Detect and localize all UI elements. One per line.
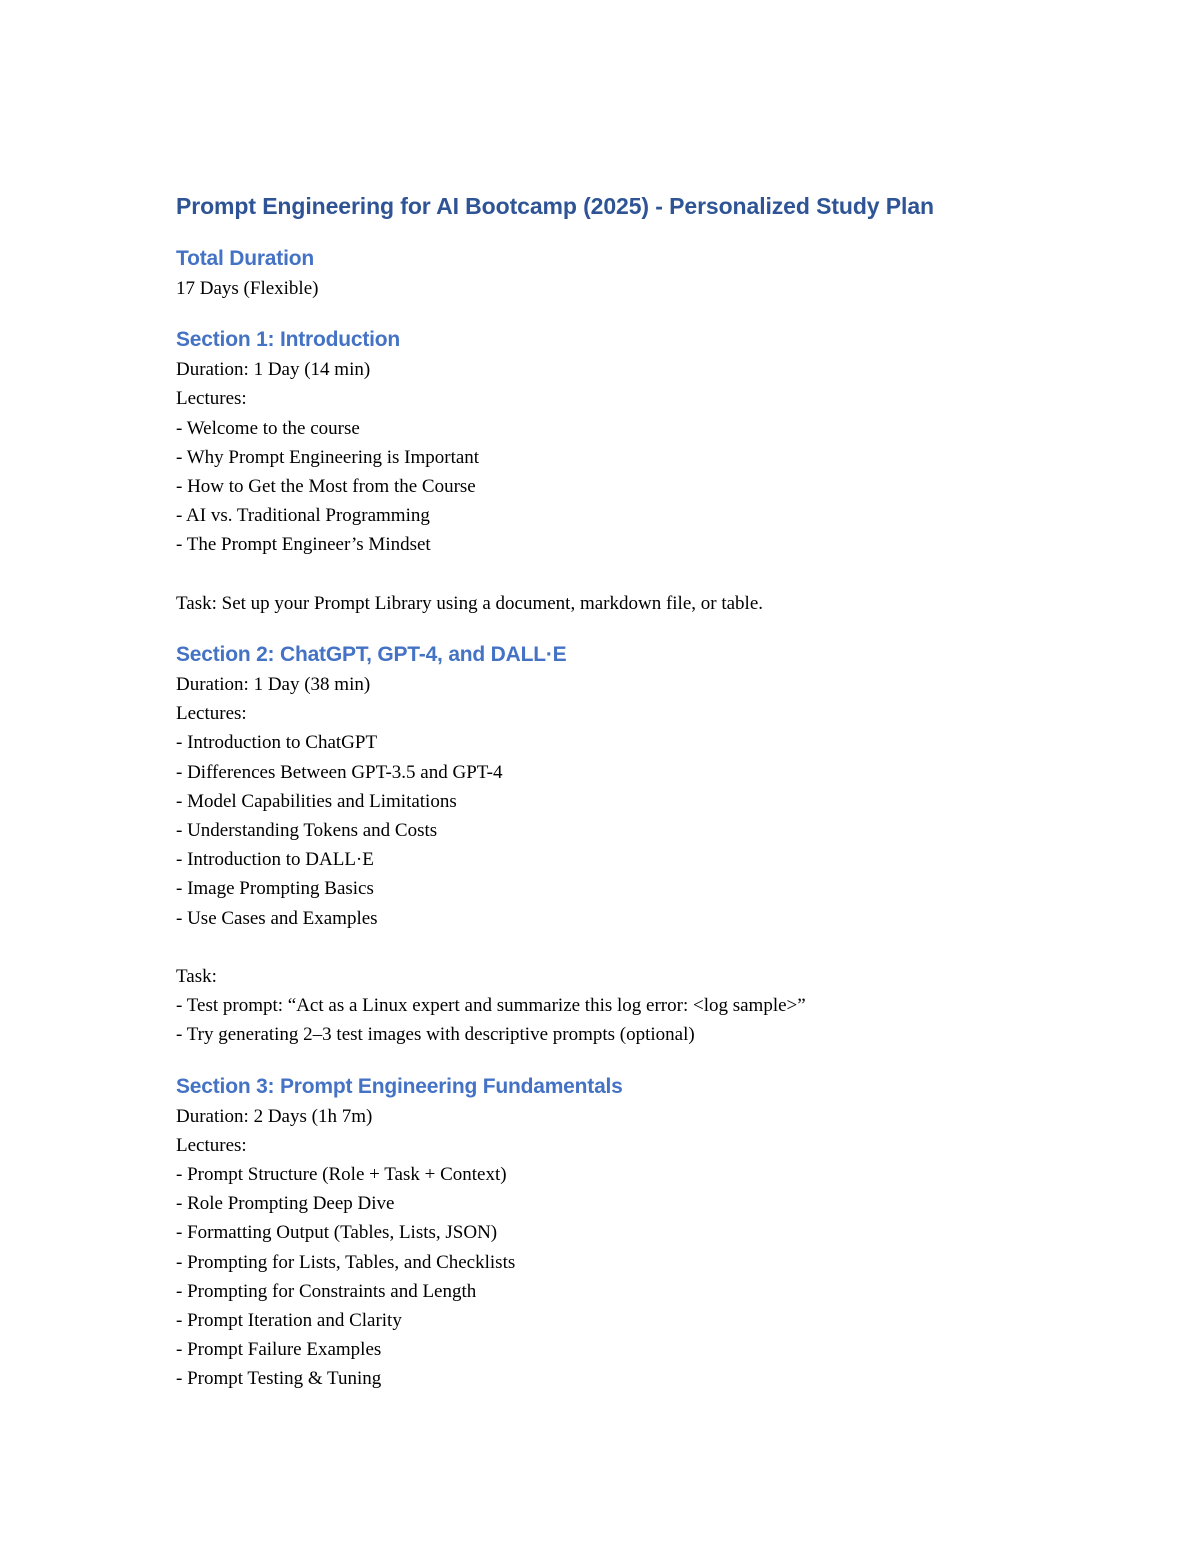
lecture-item: - The Prompt Engineer’s Mindset [176,534,431,556]
lecture-item: - Prompt Testing & Tuning [176,1368,382,1390]
lecture-item: - Prompting for Lists, Tables, and Checklists [176,1251,516,1273]
document-content [176,189,1036,1394]
section-3-lectures-label: Lectures: [176,1134,247,1156]
lecture-item: - Why Prompt Engineering is Important [176,446,480,468]
lecture-item: - Introduction to DALL·E [176,849,374,871]
lecture-item: - Use Cases and Examples [176,907,378,929]
section-2-lectures-label: Lectures: [176,703,247,725]
section-2 [176,640,1036,1050]
task-item: - Try generating 2–3 test images with descriptive prompts (optional) [176,1024,695,1046]
section-1-heading: Section 1: Introduction [176,328,401,352]
task-item: - Test prompt: “Act as a Linux expert and summarize this log error: <log sample>” [176,995,806,1017]
lecture-item: - Prompt Iteration and Clarity [176,1310,402,1332]
total-duration-heading: Total Duration [176,247,314,270]
lecture-item: - Introduction to ChatGPT [176,732,378,754]
section-3 [176,1072,1036,1394]
section-3-heading: Section 3: Prompt Engineering Fundamentals [176,1074,623,1098]
lecture-item: - Model Capabilities and Limitations [176,790,457,812]
document-title: Prompt Engineering for AI Bootcamp (2025) - Personalized Study Plan [176,193,934,219]
lecture-item: - Understanding Tokens and Costs [176,820,438,842]
section-2-heading: Section 2: ChatGPT, GPT-4, and DALL·E [176,643,567,667]
section-2-duration: Duration: 1 Day (38 min) [176,674,371,696]
lecture-item: - How to Get the Most from the Course [176,476,476,498]
lecture-item: - Welcome to the course [176,417,360,439]
section-1-task: Task: Set up your Prompt Library using a document, markdown file, or table. [176,592,764,614]
lecture-item: - Image Prompting Basics [176,878,374,900]
section-3-duration: Duration: 2 Days (1h 7m) [176,1105,373,1127]
lecture-item: - Prompt Failure Examples [176,1339,382,1361]
lecture-item: - Prompting for Constraints and Length [176,1280,477,1302]
lecture-item: - Formatting Output (Tables, Lists, JSON) [176,1222,498,1244]
lecture-item: - Differences Between GPT-3.5 and GPT-4 [176,761,503,783]
section-2-task-label: Task: [176,966,217,988]
lecture-item: - AI vs. Traditional Programming [176,505,430,527]
total-duration-value: 17 Days (Flexible) [176,278,319,299]
lecture-item: - Prompt Structure (Role + Task + Context) [176,1164,507,1186]
lecture-item: - Role Prompting Deep Dive [176,1193,395,1215]
section-1 [176,325,1036,618]
section-1-duration: Duration: 1 Day (14 min) [176,359,371,381]
section-1-lectures-label: Lectures: [176,388,247,410]
